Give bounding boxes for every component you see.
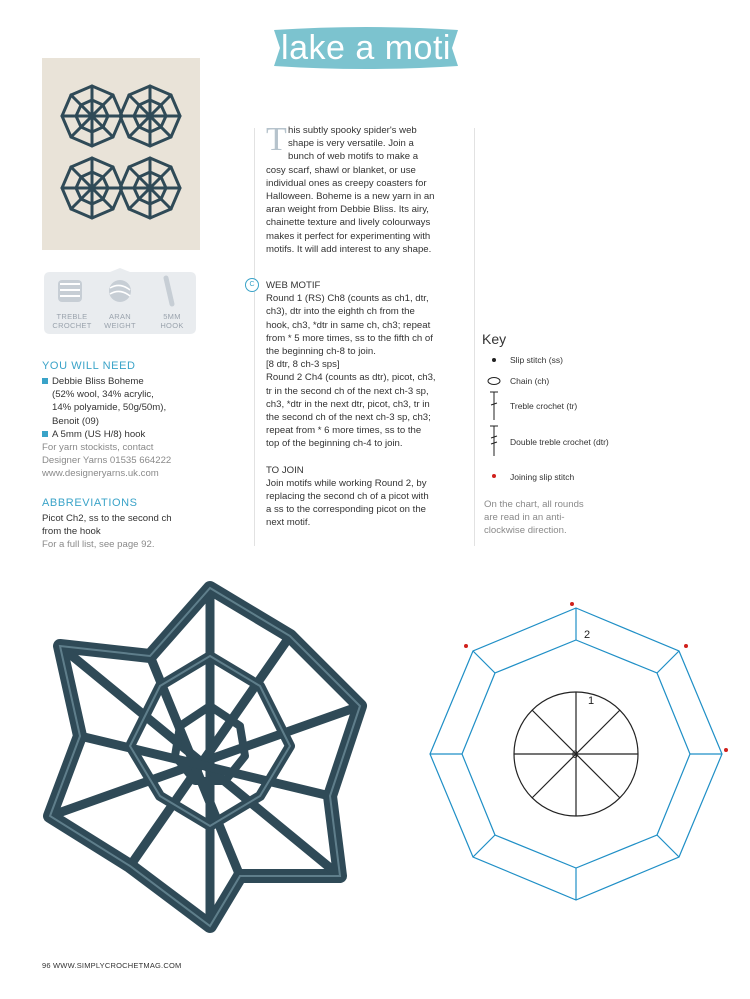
icon-label-line: TREBLE xyxy=(56,312,88,321)
pattern-line: ch3), dtr into the eighth ch from the xyxy=(266,306,415,318)
yarn-item xyxy=(42,375,242,388)
intro-line: individual ones as creepy coasters for xyxy=(266,177,427,189)
yarn-line: Benoit (09) xyxy=(52,415,99,427)
abbreviation-reference: For a full list, see page 92. xyxy=(42,539,155,551)
join-line: Join motifs while working Round 2, by xyxy=(266,477,427,489)
key-note-line: are read in an anti- xyxy=(484,512,565,524)
motif-photo xyxy=(40,576,380,936)
pattern-section xyxy=(266,279,476,530)
key-heading: Key xyxy=(482,331,507,347)
slip-stitch-symbol xyxy=(492,358,496,362)
stockist-link[interactable]: www.designeryarns.uk.com xyxy=(42,468,159,480)
intro-line: bunch of web motifs to make a xyxy=(288,151,419,163)
key-label: Slip stitch (ss) xyxy=(510,355,563,365)
pattern-line: Round 2 Ch4 (counts as dtr), picot, ch3, xyxy=(266,372,436,384)
join-line: next motif. xyxy=(266,517,311,529)
intro-line: makes it perfect for experimenting with xyxy=(266,230,431,242)
intro-line: shape is very versatile. Join a xyxy=(288,138,414,150)
pattern-line: repeat from * 6 more times, ss to the xyxy=(266,425,422,437)
pattern-line: the second ch of the next ch-3 sp, ch3; xyxy=(266,412,431,424)
intro-line: cosy scarf, shawl or blanket, or use xyxy=(266,164,416,176)
abbreviations-heading: ABBREVIATIONS xyxy=(42,497,138,509)
column-divider xyxy=(254,128,255,546)
treble-crochet-symbol xyxy=(490,392,498,420)
abbreviation-line: from the hook xyxy=(42,526,101,538)
page-title: lake a moti xyxy=(281,29,451,67)
intro-line: Halloween. Boheme is a new yarn in an xyxy=(266,191,435,203)
chart-round-1-label: 1 xyxy=(588,695,595,707)
pattern-line: ch3, *dtr in the next dtr, picot, ch3, tr in xyxy=(266,398,430,410)
yarn-line: 14% polyamide, 50g/50m), xyxy=(52,402,167,414)
intro-line: his subtly spooky spider's web xyxy=(288,125,417,136)
aran-weight-icon xyxy=(109,280,131,302)
key-label: Chain (ch) xyxy=(510,376,550,386)
treble-crochet-icon xyxy=(58,280,82,302)
aran-weight-label xyxy=(96,312,144,330)
pattern-line: from * 5 more times, ss to the fifth ch of xyxy=(266,332,433,344)
joining-slip-stitch-symbol xyxy=(492,474,496,478)
bullet-icon xyxy=(42,431,48,437)
hook-size-label xyxy=(148,312,196,330)
intro-line: motifs. It will add interest to any shape. xyxy=(266,243,432,255)
pattern-line: Round 1 (RS) Ch8 (counts as ch1, dtr, xyxy=(266,293,429,305)
key-symbols xyxy=(484,352,510,482)
icon-label-line: 5MM xyxy=(163,312,181,321)
bullet-icon xyxy=(42,378,48,384)
crochet-chart xyxy=(418,596,734,912)
page-footer: 96 WWW.SIMPLYCROCHETMAG.COM xyxy=(42,961,182,970)
stockist-line: For yarn stockists, contact xyxy=(42,442,154,454)
icon-label-line: CROCHET xyxy=(52,321,92,330)
yarn-line: (52% wool, 34% acrylic, xyxy=(52,389,154,401)
key-note xyxy=(484,498,624,538)
you-will-need-section xyxy=(42,360,242,481)
motif-thumbnail xyxy=(42,58,200,250)
chain-symbol xyxy=(488,378,500,385)
pattern-line: the beginning ch-8 to join. xyxy=(266,346,376,358)
pattern-line: tr in the second ch of the next ch-3 sp, xyxy=(266,385,429,397)
hook-item xyxy=(42,428,242,441)
pattern-line: hook, ch3, *dtr in same ch, ch3; repeat xyxy=(266,319,431,331)
intro-paragraph xyxy=(266,121,476,256)
double-treble-symbol xyxy=(490,426,498,456)
intro-line: aran weight from Debbie Bliss. Its airy, xyxy=(266,204,429,216)
join-line: replacing the second ch of a picot with xyxy=(266,491,429,503)
hook-line: A 5mm (US H/8) hook xyxy=(52,428,146,440)
chart-round-2-label: 2 xyxy=(584,629,591,641)
key-note-line: On the chart, all rounds xyxy=(484,499,584,510)
pattern-line: top of the beginning ch-4 to join. xyxy=(266,438,403,450)
join-heading: TO JOIN xyxy=(266,464,304,476)
abbreviations-section xyxy=(42,497,242,552)
you-will-need-heading: YOU WILL NEED xyxy=(42,360,136,372)
yarn-line: Debbie Bliss Boheme xyxy=(52,376,144,387)
icon-label-line: WEIGHT xyxy=(104,321,136,330)
drop-cap: T xyxy=(266,121,287,158)
abbreviation-line: Picot Ch2, ss to the second ch xyxy=(42,513,172,524)
key-label: Treble crochet (tr) xyxy=(510,401,578,411)
chart-start-label: 0 xyxy=(572,749,579,761)
intro-line: chainette texture and lively colourways xyxy=(266,217,431,229)
pattern-line: [8 dtr, 8 ch-3 sps] xyxy=(266,359,340,371)
join-line: a ss to the corresponding picot on the xyxy=(266,504,426,516)
pattern-heading: WEB MOTIF xyxy=(266,280,321,291)
treble-crochet-label xyxy=(48,312,96,330)
key-label: Double treble crochet (dtr) xyxy=(510,437,609,447)
icon-label-line: HOOK xyxy=(160,321,184,330)
chart-marker-icon: C xyxy=(245,278,259,292)
stockist-line: Designer Yarns 01535 664222 xyxy=(42,455,172,467)
key-note-line: clockwise direction. xyxy=(484,525,567,537)
key-label: Joining slip stitch xyxy=(510,472,575,482)
joined-motifs-image xyxy=(42,58,200,250)
icon-label-line: ARAN xyxy=(108,312,132,321)
